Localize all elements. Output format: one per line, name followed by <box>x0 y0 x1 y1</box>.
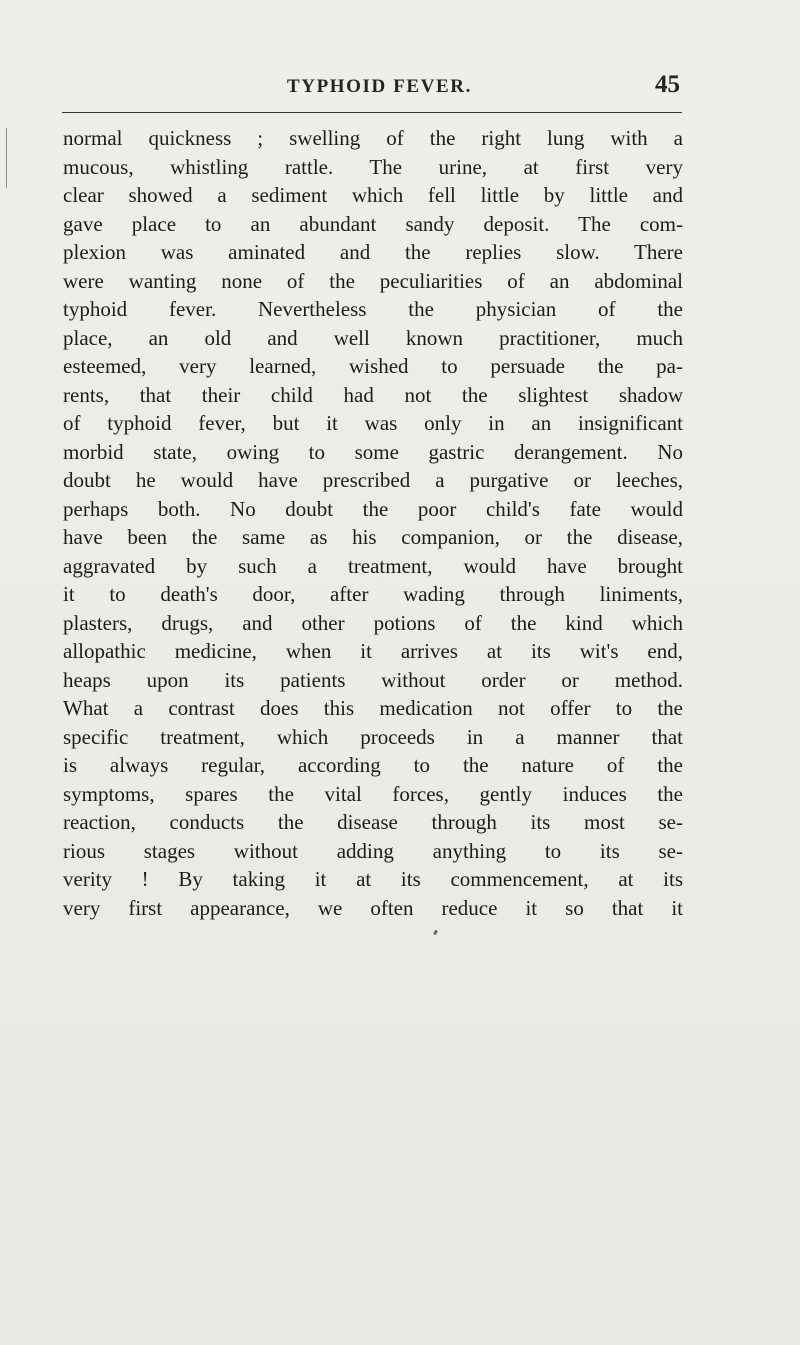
text-line: heaps upon its patients without order or method. <box>63 667 683 692</box>
text-line: normal quickness ; swelling of the right lung with a <box>63 126 683 150</box>
left-edge-mark <box>6 128 7 188</box>
text-line: clear showed a sediment which fell little by little and <box>63 183 683 207</box>
header-rule <box>62 112 682 113</box>
text-line: typhoid fever. Nevertheless the physician of the <box>63 297 683 321</box>
text-line: place, an old and well known practitioner, much <box>63 325 683 350</box>
text-line: plexion was aminated and the replies slow. There <box>63 240 683 264</box>
text-line: verity ! By taking it at its commencement, at its <box>63 867 683 891</box>
text-line: it to death's door, after wading through liniments, <box>63 582 683 606</box>
text-line: perhaps both. No doubt the poor child's fate would <box>63 496 683 521</box>
text-line: rious stages without adding anything to its se- <box>63 838 683 863</box>
page-header <box>62 68 682 104</box>
text-line: rents, that their child had not the slightest shadow <box>63 382 683 407</box>
text-line: have been the same as his companion, or the disease, <box>63 525 683 549</box>
text-line: morbid state, owing to some gastric derangement. No <box>63 439 683 464</box>
text-line: very first appearance, we often reduce it so that it <box>63 895 683 920</box>
body-text <box>63 124 683 922</box>
text-line: What a contrast does this medication not offer to the <box>63 696 683 720</box>
text-line: is always regular, according to the nature of the <box>63 753 683 777</box>
text-line: allopathic medicine, when it arrives at its wit's end, <box>63 639 683 663</box>
text-line: esteemed, very learned, wished to persuade the pa- <box>63 354 683 378</box>
text-line: gave place to an abundant sandy deposit. The com- <box>63 211 683 236</box>
text-line: plasters, drugs, and other potions of the kind which <box>63 610 683 635</box>
text-line: of typhoid fever, but it was only in an insignificant <box>63 411 683 435</box>
text-line: aggravated by such a treatment, would have brought <box>63 553 683 578</box>
ink-speck <box>433 930 438 936</box>
text-line: specific treatment, which proceeds in a manner that <box>63 724 683 749</box>
page-number: 45 <box>655 71 680 98</box>
text-line: doubt he would have prescribed a purgative or leeches, <box>63 468 683 492</box>
running-title: TYPHOID FEVER. <box>287 76 472 97</box>
text-line: symptoms, spares the vital forces, gently induces the <box>63 781 683 806</box>
text-line: mucous, whistling rattle. The urine, at first very <box>63 154 683 179</box>
text-line: were wanting none of the peculiarities of an abdominal <box>63 268 683 293</box>
text-line: reaction, conducts the disease through its most se- <box>63 810 683 834</box>
